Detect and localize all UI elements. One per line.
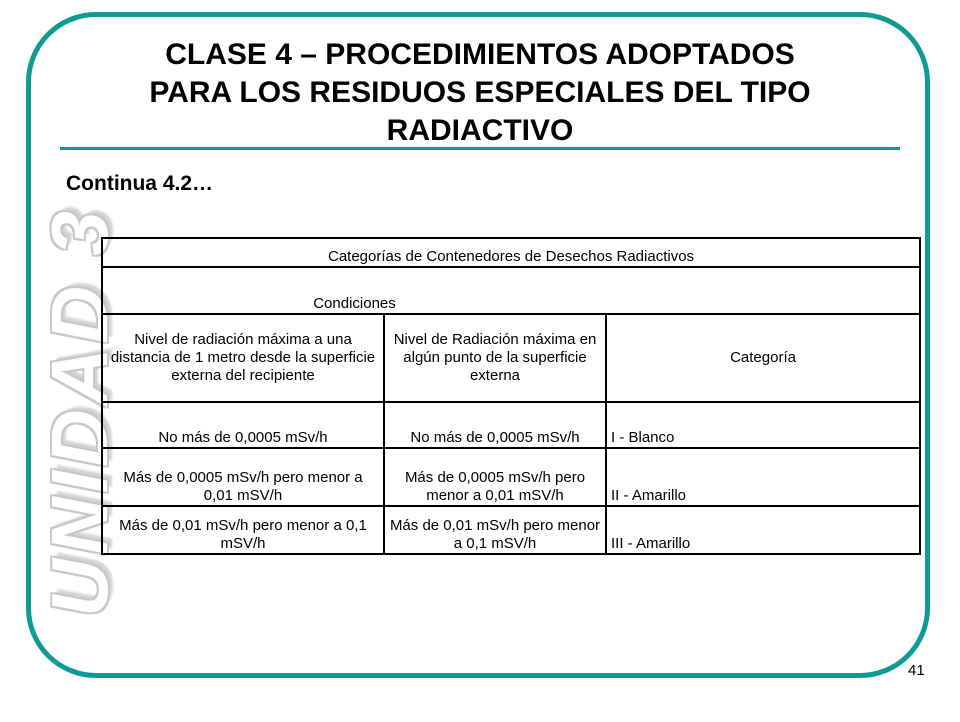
header-cell: Nivel de radiación máxima a una distancia de 1 metro desde la superficie externa del recipiente	[102, 314, 384, 402]
table-cell: II - Amarillo	[606, 448, 920, 506]
unit-side-label: UNIDAD 3	[35, 207, 124, 617]
empty-header-cell	[606, 267, 920, 314]
table-caption: Categorías de Contenedores de Desechos Radiactivos	[102, 238, 920, 267]
table-cell: No más de 0,0005 mSv/h	[384, 402, 606, 448]
title-line: RADIACTIVO	[386, 114, 574, 147]
slide-title	[60, 36, 900, 150]
table-cell: Más de 0,01 mSv/h pero menor a 0,1 mSV/h	[384, 506, 606, 554]
table-cell: I - Blanco	[606, 402, 920, 448]
conditions-header: Condiciones	[102, 267, 606, 314]
table-cell: No más de 0,0005 mSv/h	[102, 402, 384, 448]
categories-table	[101, 237, 921, 555]
table-row	[102, 506, 920, 554]
title-line: CLASE 4 – PROCEDIMIENTOS ADOPTADOS	[165, 38, 795, 71]
table-cell: Más de 0,0005 mSv/h pero menor a 0,01 mSV/h	[102, 448, 384, 506]
table-row	[102, 448, 920, 506]
header-cell: Nivel de Radiación máxima en algún punto de la superficie externa	[384, 314, 606, 402]
title-divider	[60, 147, 900, 150]
table-cell: Más de 0,0005 mSv/h pero menor a 0,01 mSV/h	[384, 448, 606, 506]
table-row	[102, 402, 920, 448]
page-number: 41	[908, 662, 925, 679]
subtitle: Continua 4.2…	[66, 172, 214, 195]
header-cell: Categoría	[606, 314, 920, 402]
table-cell: Más de 0,01 mSv/h pero menor a 0,1 mSV/h	[102, 506, 384, 554]
table-cell: III - Amarillo	[606, 506, 920, 554]
title-line: PARA LOS RESIDUOS ESPECIALES DEL TIPO	[149, 76, 811, 109]
